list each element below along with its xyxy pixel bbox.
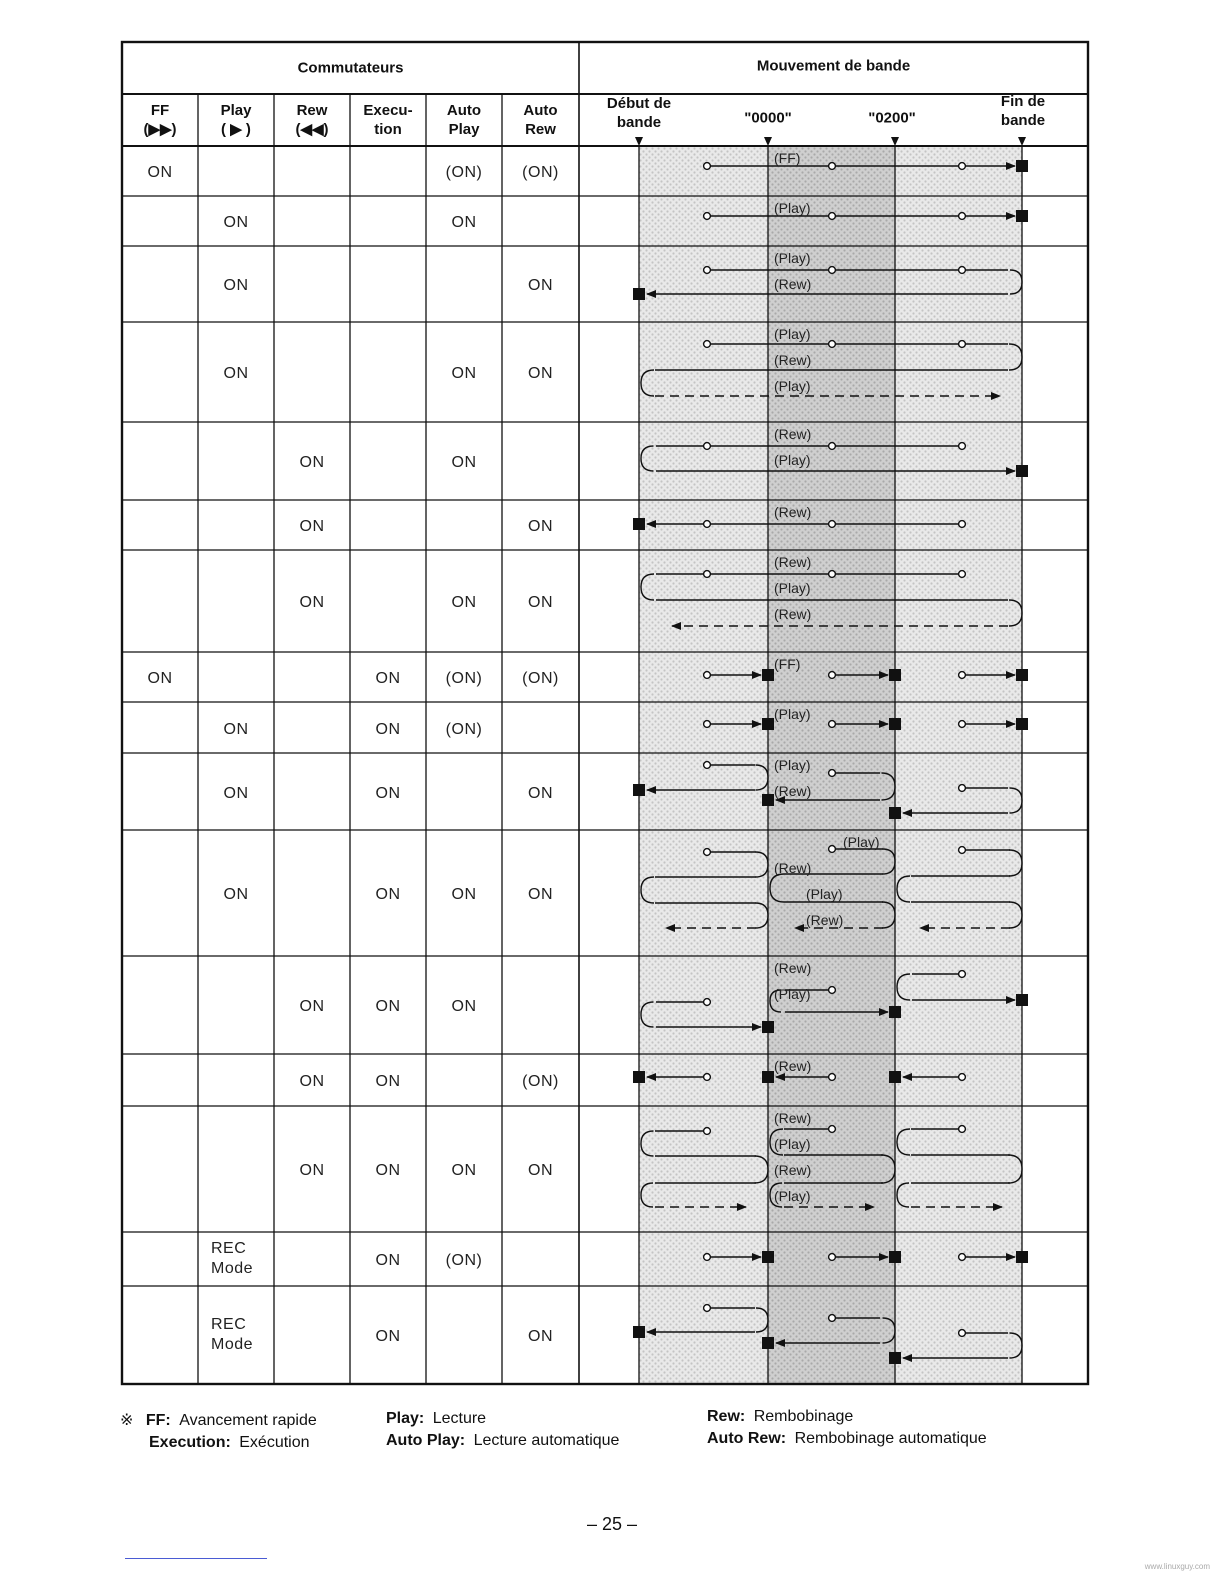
column-header-line: Rew bbox=[296, 102, 328, 119]
start-point bbox=[959, 785, 966, 792]
movement-label: (Play) bbox=[774, 580, 811, 596]
legend-play bbox=[386, 1410, 486, 1428]
switch-cell bbox=[211, 1239, 253, 1279]
movement-label: (Rew) bbox=[774, 276, 812, 292]
switch-cell: (ON) bbox=[445, 1252, 483, 1269]
column-header-line: Execu- bbox=[363, 102, 413, 119]
switch-cell: ON bbox=[375, 998, 401, 1015]
switch-cell: ON bbox=[528, 277, 553, 294]
legend-rew-def: Rembobinage bbox=[753, 1408, 854, 1425]
switch-cell: ON bbox=[223, 784, 249, 802]
switch-cell: ON bbox=[375, 1328, 401, 1345]
down-arrow-icon bbox=[764, 137, 772, 146]
stop-point bbox=[762, 1337, 774, 1349]
start-point bbox=[829, 571, 836, 578]
start-point bbox=[704, 341, 711, 348]
legend-rew bbox=[707, 1408, 853, 1426]
switch-cell: ON bbox=[299, 1162, 325, 1179]
column-header bbox=[363, 101, 412, 139]
stop-point bbox=[633, 518, 645, 530]
start-point bbox=[959, 443, 966, 450]
switch-cell: ON bbox=[375, 1073, 401, 1090]
movement-label: (Play) bbox=[774, 986, 811, 1002]
switch-cell-line: REC bbox=[210, 1316, 247, 1333]
column-header-line: Play bbox=[448, 121, 480, 138]
stop-point bbox=[889, 1071, 901, 1083]
start-point bbox=[959, 1074, 966, 1081]
switch-cell: ON bbox=[223, 720, 249, 738]
column-header bbox=[447, 101, 481, 139]
start-point bbox=[959, 341, 966, 348]
movement-label: (Rew) bbox=[806, 912, 844, 928]
start-point bbox=[829, 341, 836, 348]
movement-label: (Play) bbox=[774, 452, 811, 468]
stop-point bbox=[889, 1251, 901, 1263]
switch-cell: ON bbox=[375, 1252, 401, 1269]
stop-point bbox=[1016, 994, 1028, 1006]
start-point bbox=[704, 267, 711, 274]
start-point bbox=[704, 1305, 711, 1312]
column-header-line: Auto bbox=[446, 102, 482, 119]
switch-cell: ON bbox=[147, 164, 173, 181]
stop-point bbox=[1016, 1251, 1028, 1263]
movement-label: (Play) bbox=[774, 200, 811, 216]
switch-cell: ON bbox=[375, 720, 401, 738]
stop-point bbox=[762, 669, 774, 681]
legend-autoplay bbox=[386, 1432, 619, 1450]
stop-point bbox=[1016, 718, 1028, 730]
stop-point bbox=[1016, 160, 1028, 172]
column-header bbox=[523, 101, 557, 139]
switch-cell bbox=[211, 1315, 253, 1355]
start-point bbox=[959, 213, 966, 220]
column-header-line: Auto bbox=[523, 102, 558, 119]
start-point bbox=[829, 672, 836, 679]
column-header bbox=[221, 101, 252, 139]
movement-label: (Play) bbox=[843, 834, 880, 850]
movement-label: (Rew) bbox=[774, 352, 812, 368]
start-point bbox=[829, 163, 836, 170]
start-point bbox=[829, 443, 836, 450]
legend-play-term: Play: bbox=[386, 1410, 425, 1427]
movement-label: (Rew) bbox=[774, 1058, 812, 1074]
legend-ff-term: FF: bbox=[145, 1412, 171, 1429]
stop-point bbox=[1016, 210, 1028, 222]
start-point bbox=[829, 770, 836, 777]
start-point bbox=[704, 849, 711, 856]
switch-cell: (ON) bbox=[445, 720, 483, 738]
start-point bbox=[959, 721, 966, 728]
p0000-header: "0000" bbox=[744, 109, 792, 127]
start-point bbox=[704, 443, 711, 450]
start-point bbox=[829, 521, 836, 528]
legend-exec-term: Execution: bbox=[149, 1434, 231, 1451]
stop-point bbox=[762, 718, 774, 730]
switch-cell: ON bbox=[299, 454, 325, 471]
debut-header bbox=[607, 94, 671, 132]
movement-label: (FF) bbox=[774, 656, 801, 672]
movement-label: (Rew) bbox=[774, 554, 812, 570]
switch-cell: ON bbox=[375, 1162, 401, 1179]
stop-point bbox=[889, 718, 901, 730]
stop-point bbox=[633, 1071, 645, 1083]
legend-exec-def: Exécution bbox=[239, 1434, 310, 1451]
switch-cell: (ON) bbox=[522, 670, 559, 687]
start-point bbox=[829, 846, 836, 853]
stop-point bbox=[762, 1021, 774, 1033]
start-point bbox=[959, 521, 966, 528]
switch-cell: ON bbox=[147, 670, 173, 687]
column-header-line: Play bbox=[220, 102, 252, 119]
switch-cell: ON bbox=[451, 886, 477, 903]
switch-cell: ON bbox=[223, 365, 249, 382]
mouvement-header: Mouvement de bande bbox=[756, 57, 911, 75]
start-point bbox=[829, 1126, 836, 1133]
stop-point bbox=[762, 1071, 774, 1083]
movement-label: (Play) bbox=[774, 250, 811, 266]
movement-label: (Play) bbox=[774, 326, 811, 342]
switch-cell: ON bbox=[528, 784, 553, 802]
stop-point bbox=[889, 1352, 901, 1364]
column-header-line: (▶▶) bbox=[143, 121, 177, 138]
start-point bbox=[829, 721, 836, 728]
switch-cell: ON bbox=[451, 1162, 477, 1179]
legend-autorew bbox=[707, 1430, 987, 1448]
start-point bbox=[829, 1074, 836, 1081]
column-header bbox=[295, 101, 328, 139]
switch-cell: ON bbox=[528, 1328, 553, 1345]
column-header-line: tion bbox=[374, 121, 402, 138]
switch-cell: (ON) bbox=[445, 670, 483, 687]
switch-cell: ON bbox=[223, 886, 249, 903]
stop-point bbox=[1016, 669, 1028, 681]
switch-cell: ON bbox=[223, 277, 249, 294]
movement-label: (Play) bbox=[774, 706, 811, 722]
movement-label: (Rew) bbox=[774, 1162, 812, 1178]
switch-cell: ON bbox=[528, 594, 553, 611]
start-point bbox=[959, 1126, 966, 1133]
switch-cell: ON bbox=[375, 886, 401, 903]
legend-autorew-def: Rembobinage automatique bbox=[794, 1430, 987, 1447]
page-number: – 25 – bbox=[586, 1514, 638, 1534]
down-arrow-icon bbox=[635, 137, 643, 146]
movement-label: (Rew) bbox=[774, 426, 812, 442]
debut-header-line: bande bbox=[616, 114, 662, 131]
stop-point bbox=[889, 1006, 901, 1018]
legend-autoplay-def: Lecture automatique bbox=[473, 1432, 620, 1449]
debut-header-line: Début de bbox=[606, 95, 672, 112]
start-point bbox=[704, 571, 711, 578]
movement-label: (Play) bbox=[806, 886, 843, 902]
switch-cell: ON bbox=[528, 1162, 553, 1179]
switch-cell-line: REC bbox=[210, 1240, 247, 1257]
legend-play-def: Lecture bbox=[432, 1410, 487, 1427]
watermark: www.linuxguy.com bbox=[1144, 1562, 1210, 1571]
switch-cell: ON bbox=[528, 365, 553, 382]
switch-cell: ON bbox=[528, 886, 553, 903]
switch-cell: ON bbox=[299, 998, 325, 1015]
stop-point bbox=[762, 794, 774, 806]
start-point bbox=[704, 1254, 711, 1261]
legend-autoplay-term: Auto Play: bbox=[386, 1432, 466, 1449]
start-point bbox=[704, 163, 711, 170]
switch-cell: (ON) bbox=[522, 1073, 559, 1090]
start-point bbox=[704, 1128, 711, 1135]
switch-cell: ON bbox=[451, 594, 477, 611]
start-point bbox=[829, 987, 836, 994]
p0200-header: "0200" bbox=[868, 109, 916, 127]
start-point bbox=[959, 1330, 966, 1337]
stop-point bbox=[889, 669, 901, 681]
legend-marker: ※ bbox=[120, 1412, 134, 1429]
movement-label: (Play) bbox=[774, 1136, 811, 1152]
start-point bbox=[704, 672, 711, 679]
movement-label: (Play) bbox=[774, 378, 811, 394]
stop-point bbox=[633, 784, 645, 796]
legend-exec bbox=[149, 1434, 310, 1452]
start-point bbox=[704, 213, 711, 220]
start-point bbox=[704, 521, 711, 528]
fin-header bbox=[1001, 92, 1045, 130]
stop-point bbox=[1016, 465, 1028, 477]
down-arrow-icon bbox=[1018, 137, 1026, 146]
stop-point bbox=[889, 807, 901, 819]
start-point bbox=[959, 571, 966, 578]
switch-cell: ON bbox=[528, 518, 553, 535]
column-header-line: (◀◀) bbox=[295, 121, 329, 138]
start-point bbox=[959, 163, 966, 170]
switch-cell-line: Mode bbox=[210, 1260, 254, 1277]
movement-label: (Rew) bbox=[774, 1110, 812, 1126]
switch-cell: ON bbox=[299, 594, 325, 611]
footer-rule bbox=[125, 1558, 267, 1559]
start-point bbox=[959, 672, 966, 679]
movement-label: (Rew) bbox=[774, 606, 812, 622]
switch-cell: (ON) bbox=[445, 164, 483, 181]
start-point bbox=[829, 1315, 836, 1322]
down-arrow-icon bbox=[891, 137, 899, 146]
start-point bbox=[829, 1254, 836, 1261]
column-header-line: ( ▶ ) bbox=[221, 121, 251, 138]
movement-label: (Play) bbox=[774, 1188, 811, 1204]
start-point bbox=[829, 267, 836, 274]
stop-point bbox=[633, 288, 645, 300]
start-point bbox=[704, 721, 711, 728]
start-point bbox=[704, 999, 711, 1006]
switch-cell: ON bbox=[451, 365, 477, 382]
switch-cell: ON bbox=[299, 518, 325, 535]
switch-cell: ON bbox=[299, 1073, 325, 1090]
movement-label: (FF) bbox=[774, 150, 801, 166]
switch-cell-line: Mode bbox=[210, 1336, 254, 1353]
start-point bbox=[959, 847, 966, 854]
switch-cell: ON bbox=[375, 784, 401, 802]
commutateurs-header: Commutateurs bbox=[297, 59, 404, 77]
stop-point bbox=[633, 1326, 645, 1338]
start-point bbox=[704, 1074, 711, 1081]
switch-cell: ON bbox=[451, 454, 477, 471]
stop-point bbox=[762, 1251, 774, 1263]
switch-cell: ON bbox=[375, 670, 401, 687]
switch-cell: ON bbox=[451, 214, 477, 231]
switch-cell: ON bbox=[451, 998, 477, 1015]
start-point bbox=[829, 213, 836, 220]
start-point bbox=[959, 267, 966, 274]
movement-label: (Rew) bbox=[774, 783, 812, 799]
fin-header-line: bande bbox=[1000, 112, 1046, 129]
column-header bbox=[143, 101, 176, 139]
column-header-line: Rew bbox=[525, 121, 556, 138]
legend bbox=[120, 1408, 1080, 1468]
legend-ff bbox=[120, 1410, 317, 1430]
movement-label: (Rew) bbox=[774, 504, 812, 520]
start-point bbox=[704, 762, 711, 769]
column-header-line: FF bbox=[150, 102, 170, 119]
legend-rew-term: Rew: bbox=[707, 1408, 746, 1425]
movement-label: (Rew) bbox=[774, 960, 812, 976]
movement-label: (Play) bbox=[774, 757, 811, 773]
legend-ff-def: Avancement rapide bbox=[179, 1412, 317, 1429]
movement-label: (Rew) bbox=[774, 860, 812, 876]
start-point bbox=[959, 971, 966, 978]
fin-header-line: Fin de bbox=[1000, 93, 1046, 110]
start-point bbox=[959, 1254, 966, 1261]
switch-cell: (ON) bbox=[522, 164, 559, 181]
switch-cell: ON bbox=[223, 214, 249, 231]
legend-autorew-term: Auto Rew: bbox=[707, 1430, 787, 1447]
